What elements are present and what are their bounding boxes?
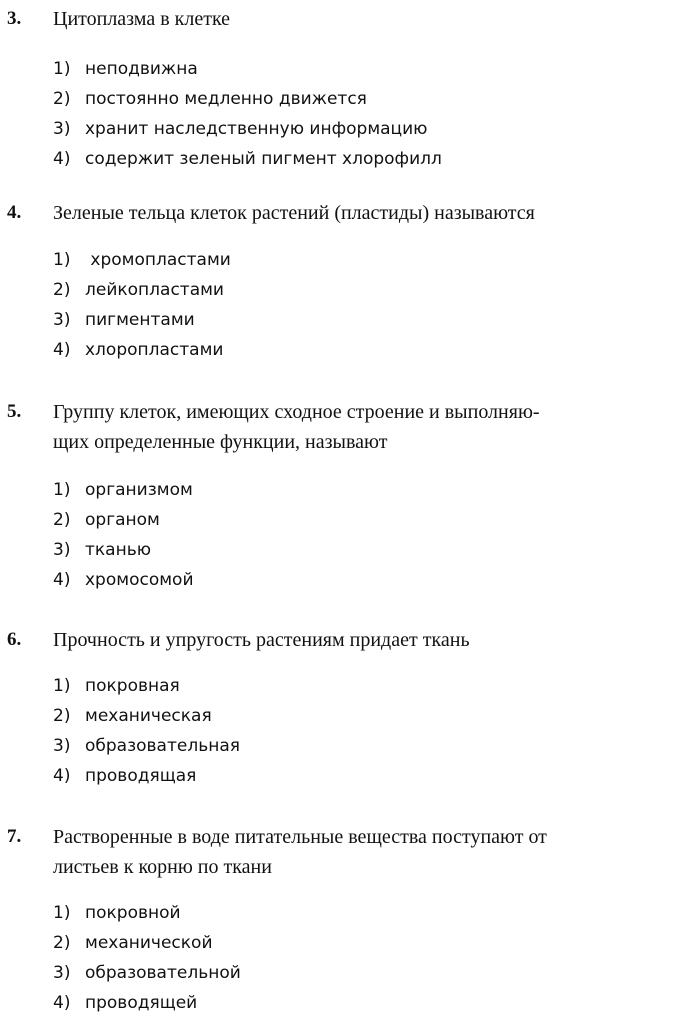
answer-number: 3) <box>53 963 71 983</box>
answer-option-3 <box>53 114 442 144</box>
answer-number: 3) <box>53 119 71 139</box>
answer-option-1 <box>53 54 442 84</box>
answer-number: 1) <box>53 59 71 79</box>
answer-text: образовательная <box>85 736 240 756</box>
answer-option-4 <box>53 761 240 791</box>
answer-option-3 <box>53 305 231 335</box>
answer-number: 4) <box>53 570 71 590</box>
answer-number: 1) <box>53 676 71 696</box>
answer-text: лейкопластами <box>85 280 224 300</box>
answer-number: 1) <box>53 250 71 270</box>
answer-option-2 <box>53 275 231 305</box>
question-number: 5. <box>7 401 22 422</box>
answer-list <box>53 54 442 174</box>
answer-option-3 <box>53 958 241 988</box>
answer-text: тканью <box>85 540 152 560</box>
answer-option-1 <box>53 245 231 275</box>
answer-text: механической <box>85 933 213 953</box>
question-number: 4. <box>7 202 22 223</box>
question-text: Прочность и упругость растениям придает ткань <box>53 629 470 651</box>
question-text: Растворенные в воде питательные вещества поступают от листьев к корню по ткани <box>53 826 547 878</box>
answer-number: 2) <box>53 510 71 530</box>
answer-option-2 <box>53 928 241 958</box>
answer-option-1 <box>53 671 240 701</box>
answer-text: хромопластами <box>85 250 231 270</box>
answer-option-4 <box>53 565 194 595</box>
answer-list <box>53 245 231 365</box>
answer-text: органом <box>85 510 160 530</box>
answer-text: образовательной <box>85 963 241 983</box>
answer-option-4 <box>53 144 442 174</box>
answer-text: хлоропластами <box>85 340 224 360</box>
answer-option-2 <box>53 84 442 114</box>
question-number: 6. <box>7 629 22 650</box>
answer-text: содержит зеленый пигмент хлорофилл <box>85 149 442 169</box>
answer-text: постоянно медленно движется <box>85 89 367 109</box>
answer-text: механическая <box>85 706 212 726</box>
answer-number: 3) <box>53 736 71 756</box>
answer-text: хромосомой <box>85 570 194 590</box>
answer-option-3 <box>53 731 240 761</box>
answer-text: пигментами <box>85 310 195 330</box>
answer-number: 4) <box>53 993 71 1013</box>
answer-number: 4) <box>53 149 71 169</box>
answer-option-2 <box>53 505 194 535</box>
answer-number: 2) <box>53 706 71 726</box>
answer-option-4 <box>53 988 241 1018</box>
answer-text: проводящая <box>85 766 197 786</box>
answer-list <box>53 898 241 1018</box>
question-number: 3. <box>7 8 22 29</box>
answer-text: неподвижна <box>85 59 198 79</box>
answer-number: 3) <box>53 540 71 560</box>
answer-option-2 <box>53 701 240 731</box>
answer-text: хранит наследственную информацию <box>85 119 428 139</box>
question-text: Зеленые тельца клеток растений (пластиды) называются <box>53 202 535 224</box>
answer-list <box>53 671 240 791</box>
answer-option-1 <box>53 475 194 505</box>
answer-number: 4) <box>53 766 71 786</box>
answer-number: 3) <box>53 310 71 330</box>
answer-option-4 <box>53 335 231 365</box>
answer-number: 2) <box>53 280 71 300</box>
answer-number: 1) <box>53 903 71 923</box>
answer-text: покровная <box>85 676 180 696</box>
answer-number: 1) <box>53 480 71 500</box>
answer-option-1 <box>53 898 241 928</box>
answer-list <box>53 475 194 595</box>
question-number: 7. <box>7 826 22 847</box>
answer-option-3 <box>53 535 194 565</box>
answer-text: проводящей <box>85 993 198 1013</box>
answer-number: 2) <box>53 89 71 109</box>
answer-number: 2) <box>53 933 71 953</box>
question-text: Цитоплазма в клетке <box>53 8 231 30</box>
question-text: Группу клеток, имеющих сходное строение и выполняю- щих определенные функции, называют <box>53 401 540 453</box>
answer-text: организмом <box>85 480 193 500</box>
answer-text: покровной <box>85 903 181 923</box>
answer-number: 4) <box>53 340 71 360</box>
